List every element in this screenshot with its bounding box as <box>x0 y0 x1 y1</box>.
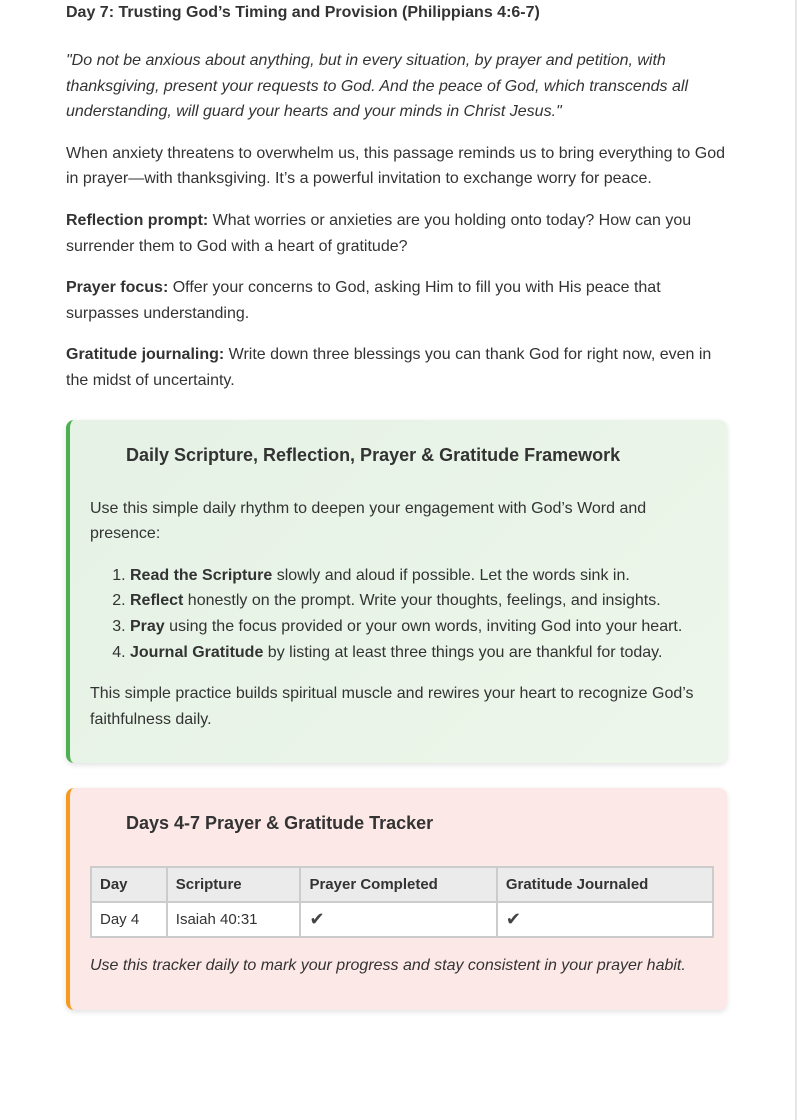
framework-closing: This simple practice builds spiritual muscle and rewires your heart to recognize God’s faithfulness daily. <box>90 685 694 728</box>
step-text: slowly and aloud if possible. Let the words sink in. <box>272 566 630 584</box>
header-prayer-completed: Prayer Completed <box>300 867 496 902</box>
prayer-text: Offer your concerns to God, asking Him to fill you with His peace that surpasses understanding. <box>66 279 661 322</box>
devotional-body: When anxiety threatens to overwhelm us, this passage reminds us to bring everything to God in prayer—with thanksgiving. It’s a powerful invitation to exchange worry for peace. <box>66 144 726 188</box>
scripture-quote: "Do not be anxious about anything, but in every situation, by prayer and petition, with thanksgiving, present your requests to God. And the peace of God, which transcends all understanding, will guard your hearts and your minds in Christ Jesus." <box>66 52 688 121</box>
reflection-text: What worries or anxieties are you holding onto today? How can you surrender them to God with a heart of gratitude? <box>66 211 692 255</box>
tracker-title: Days 4-7 Prayer & Gratitude Tracker <box>126 812 434 833</box>
tracker-box <box>66 788 727 1010</box>
checkmark-icon: ✔ <box>309 908 325 929</box>
table-row <box>91 902 713 937</box>
step-label: Read the Scripture <box>130 566 273 584</box>
framework-steps <box>90 563 711 665</box>
step-label: Reflect <box>130 592 184 610</box>
tracker-table <box>90 866 714 938</box>
step-label: Pray <box>130 617 165 635</box>
header-gratitude-journaled: Gratitude Journaled <box>497 867 713 902</box>
tracker-note: Use this tracker daily to mark your progress and stay consistent in your prayer habit. <box>90 956 686 974</box>
step-text: by listing at least three things you are thankful for today. <box>263 643 663 661</box>
cell-gratitude-journaled <box>497 902 713 937</box>
day-heading: Day 7: Trusting God’s Timing and Provision (Philippians 4:6-7) <box>66 4 540 21</box>
checkmark-icon: ✔ <box>505 908 521 929</box>
gratitude-label: Gratitude journaling: <box>66 346 225 364</box>
header-scripture: Scripture <box>167 867 301 902</box>
cell-prayer-completed <box>300 902 496 937</box>
devotional-content <box>66 0 727 1010</box>
framework-step <box>130 640 711 666</box>
gratitude-text: Write down three blessings you can thank God for right now, even in the midst of uncertainty. <box>66 346 712 389</box>
cell-scripture: Isaiah 40:31 <box>167 902 301 937</box>
prayer-label: Prayer focus: <box>66 279 169 297</box>
framework-title: Daily Scripture, Reflection, Prayer & Gratitude Framework <box>126 444 621 465</box>
header-day: Day <box>91 867 167 902</box>
framework-step <box>130 588 711 614</box>
reflection-label: Reflection prompt: <box>66 211 209 229</box>
prayer-focus <box>66 275 727 326</box>
cell-day: Day 4 <box>91 902 167 937</box>
step-text: honestly on the prompt. Write your thoughts, feelings, and insights. <box>183 592 661 610</box>
step-text: using the focus provided or your own words, inviting God into your heart. <box>164 617 683 635</box>
framework-step <box>130 563 711 589</box>
tracker-header-row <box>91 867 713 902</box>
reflection-prompt <box>66 208 727 259</box>
step-label: Journal Gratitude <box>130 643 264 661</box>
gratitude-journaling <box>66 342 727 393</box>
framework-box <box>66 420 727 763</box>
framework-step <box>130 614 711 640</box>
framework-intro: Use this simple daily rhythm to deepen your engagement with God’s Word and presence: <box>90 499 647 543</box>
